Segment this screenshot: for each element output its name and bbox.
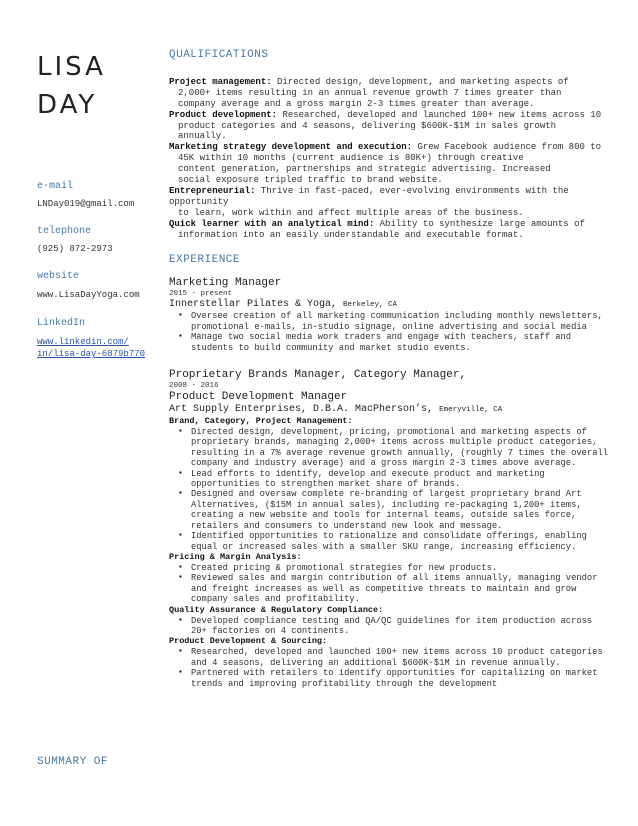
job-title: Proprietary Brands Manager, Category Manager, [169, 369, 467, 382]
experience-heading: EXPERIENCE [169, 253, 241, 266]
list-item: ▪ Manage two social media work traders and engage with teachers, staff and students to build community and market studio events. [191, 332, 609, 353]
job-bullets [169, 427, 609, 552]
list-item: ▪ Identified opportunities to rationalize and consolidate offerings, enabling equal or increased sales with a smaller SKU range, increasing efficiency. [191, 531, 609, 552]
email-label: e-mail [37, 181, 74, 192]
linkedin-label: LinkedIn [37, 318, 86, 329]
job-title: Marketing Manager [169, 277, 282, 290]
list-item: ▪ Oversee creation of all marketing communication including monthly newsletters, promotional e-mails, in-studio signage, online advertising and social media [191, 311, 609, 332]
qualifications-heading: QUALIFICATIONS [169, 49, 269, 61]
list-item: ▪ Directed design, development, pricing, promotional and marketing aspects of proprietary brands, managing 2,000+ items across multiple product categories, resulting in a 7% average revenue growth annually, (roughly 7 times the overall company and industry average) and a gross margin 2-3 times above average. [191, 427, 609, 469]
list-item: ▪ Partnered with retailers to identify opportunities for capitalizing on market trends and improving profitability through the development [191, 668, 609, 689]
company-name: Innerstellar Pilates & Yoga, Berkeley, CA [169, 299, 398, 311]
list-item: ▪ Designed and oversaw complete re-branding of largest proprietary brand Art Alternatives, ($15M in annual sales), including re-packaging 1,200+ items, creating a new website and tools for internal teams, outside sales force, retailers and consumers to understand new look and message. [191, 489, 609, 531]
qualification-item: Entrepreneurial: Thrive in fast-paced, ever-evolving environments with the opportunity to learn, work within and affect multiple areas of the business. [169, 185, 569, 218]
linkedin-link-line2[interactable]: in/lisa-day-6879b770 [37, 349, 146, 359]
list-item: ▪ Reviewed sales and margin contribution of all items annually, managing vendor and freight increases as well as competitive threats to maintain and grow company sales and profitability. [191, 573, 609, 604]
website-label: website [37, 271, 80, 282]
summary-heading: SUMMARY OF [37, 756, 109, 768]
job-bullets [169, 311, 609, 353]
company-location: Emeryville, CA [439, 406, 503, 415]
company-name: Art Supply Enterprises, D.B.A. MacPherson’s, Emeryville, CA [169, 404, 503, 416]
job-bullets [169, 563, 609, 605]
job-entry [169, 369, 609, 689]
job-title-continued: Product Development Manager [169, 391, 348, 404]
company-location: Berkeley, CA [343, 301, 398, 310]
sub-heading: Pricing & Margin Analysis: [169, 551, 302, 562]
website-value: www.LisaDayYoga.com [37, 290, 140, 300]
qualification-item: Project management: Directed design, development, and marketing aspects of 2,000+ items resulting in an annual revenue growth 7 times greater than company average and a gross margin 2-3 times greater than average. [169, 76, 569, 109]
qualification-item: Product development: Researched, developed and launched 100+ new items across 10 product categories and 4 seasons, delivering $600K-$1M in sales growth annually. [169, 109, 602, 142]
qualification-item: Marketing strategy development and execution: Grew Facebook audience from 800 to 45K within 10 months (current audience is 80K+) through creative content generation, partnerships and strategic advertising. Increased social exposure tripled traffic to brand website. [169, 142, 602, 186]
list-item: ▪ Researched, developed and launched 100+ new items across 10 product categories and 4 seasons, delivering an additional $600K-$1M in revenue annually. [191, 647, 609, 668]
telephone-value: (925) 872-2973 [37, 244, 113, 254]
qualifications-list [169, 77, 609, 241]
sub-heading: Brand, Category, Project Management: [169, 416, 353, 427]
name-last: DAY [37, 90, 98, 120]
list-item: ▪ Developed compliance testing and QA/QC guidelines for item production across 20+ factories on 4 continents. [191, 616, 609, 637]
list-item: ▪ Lead efforts to identify, develop and execute product and marketing opportunities to strengthen market share of brands. [191, 469, 609, 490]
email-value: LNDay019@gmail.com [37, 199, 135, 209]
job-dates: 2008 - 2016 [169, 382, 219, 391]
sub-heading: Product Development & Sourcing: [169, 636, 328, 647]
linkedin-link[interactable] [37, 336, 145, 360]
qualification-item: Quick learner with an analytical mind: Ability to synthesize large amounts of information into an easily understandable and executable format. [169, 218, 585, 240]
job-dates: 2015 - present [169, 290, 233, 299]
name-first: LISA [37, 52, 106, 82]
job-bullets [169, 616, 609, 637]
sub-heading: Quality Assurance & Regulatory Compliance: [169, 604, 384, 615]
list-item: ▪ Created pricing & promotional strategies for new products. [191, 563, 609, 573]
job-bullets [169, 647, 609, 689]
telephone-label: telephone [37, 226, 92, 237]
main-column [169, 50, 609, 689]
job-entry [169, 277, 609, 353]
linkedin-link-line1[interactable]: www.linkedin.com/ [37, 337, 129, 347]
